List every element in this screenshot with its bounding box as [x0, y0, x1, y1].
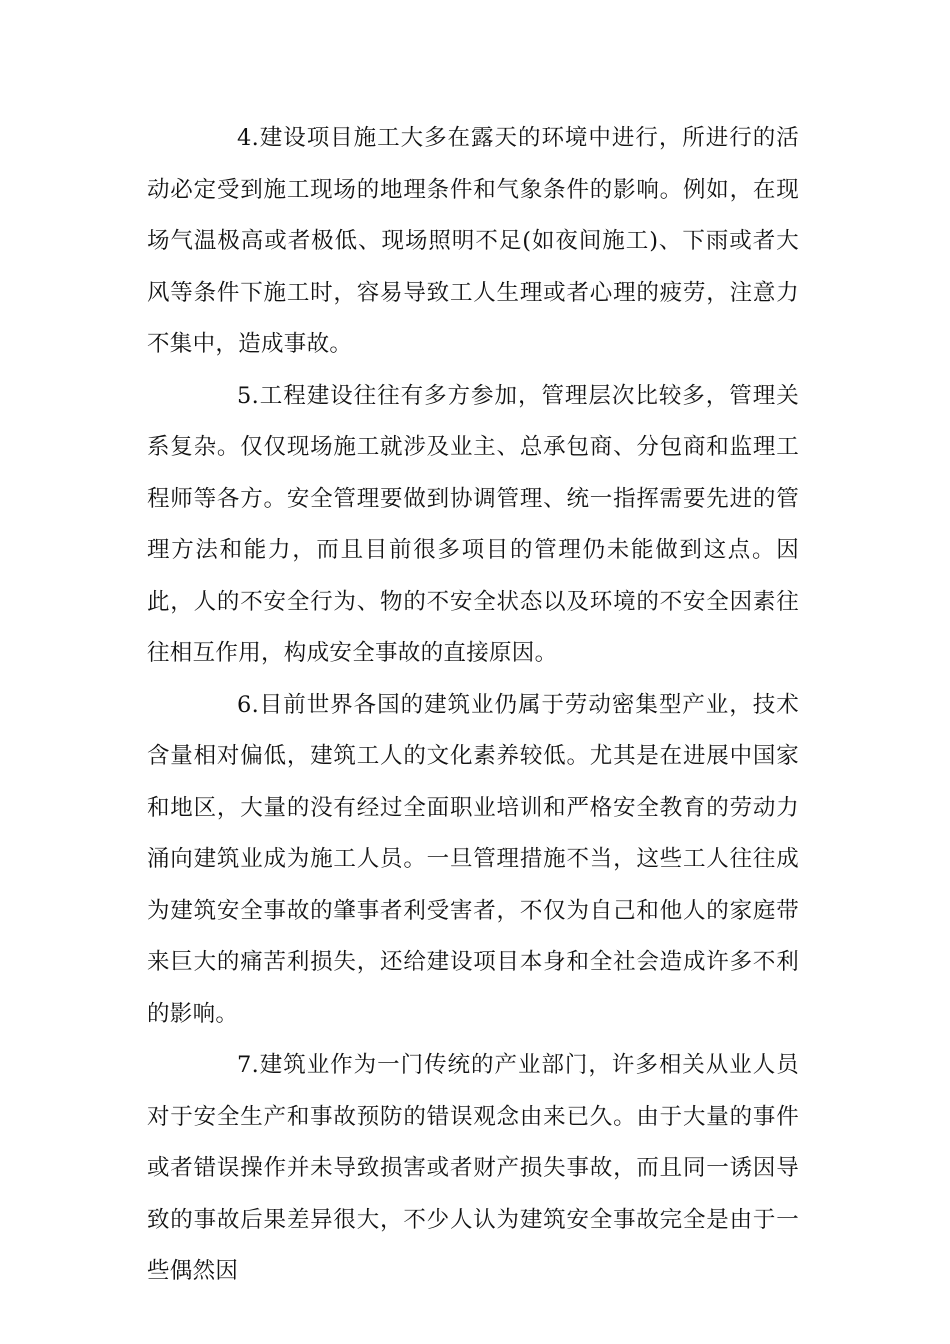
- paragraph-4: 4.建设项目施工大多在露天的环境中进行，所进行的活动必定受到施工现场的地理条件和气象条件的影响。例如，在现场气温极高或者极低、现场照明不足(如夜间施工)、下雨或者大风等条件下施工时，容易导致工人生理或者心理的疲劳，注意力不集中，造成事故。: [147, 125, 799, 357]
- document-body: [147, 113, 799, 1298]
- paragraph-7: 7.建筑业作为一门传统的产业部门，许多相关从业人员对于安全生产和事故预防的错误观念由来已久。由于大量的事件或者错误操作并未导致损害或者财产损失事故，而且同一诱因导致的事故后果差异很大，不少人认为建筑安全事故完全是由于一些偶然因: [147, 1052, 799, 1284]
- paragraph-6: 6.目前世界各国的建筑业仍属于劳动密集型产业，技术含量相对偏低，建筑工人的文化素养较低。尤其是在进展中国家和地区，大量的没有经过全面职业培训和严格安全教育的劳动力涌向建筑业成为施工人员。一旦管理措施不当，这些工人往往成为建筑安全事故的肇事者利受害者，不仅为自己和他人的家庭带来巨大的痛苦利损失，还给建设项目本身和全社会造成许多不利的影响。: [147, 691, 799, 1027]
- paragraph-5: 5.工程建设往往有多方参加，管理层次比较多，管理关系复杂。仅仅现场施工就涉及业主、总承包商、分包商和监理工程师等各方。安全管理要做到协调管理、统一指挥需要先进的管理方法和能力，而且目前很多项目的管理仍未能做到这点。因此，人的不安全行为、物的不安全状态以及环境的不安全因素往往相互作用，构成安全事故的直接原因。: [147, 382, 799, 666]
